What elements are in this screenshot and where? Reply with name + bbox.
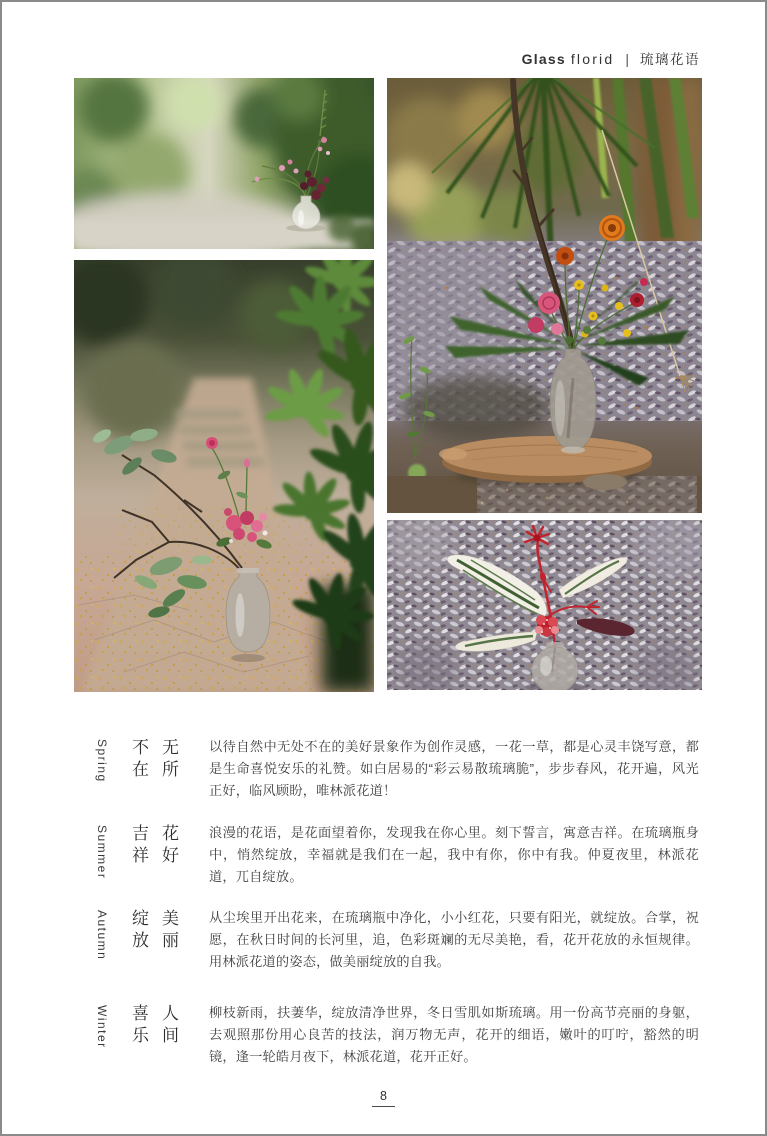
season-cn-title-autumn: [132, 907, 182, 952]
season-cn-title-summer: [132, 822, 182, 867]
photo-stone-path-rose-vase-illustration: [74, 260, 374, 692]
season-label-winter: Winter: [95, 1005, 109, 1049]
season-cn-col: 花好: [162, 824, 179, 865]
photo-stone-path-rose-vase: [74, 260, 374, 692]
season-paragraph-summer: 浪漫的花语，是花面望着你，发现我在你心里。刻下誓言，寓意吉祥。在琉璃瓶身中，悄然绽放，幸福就是我们在一起，我中有你，你中有我。仲夏夜里，林派花道，兀自绽放。: [209, 825, 699, 884]
season-section-summer: [95, 822, 699, 888]
page-header: [522, 48, 700, 68]
season-cn-col: 无所: [162, 738, 179, 779]
season-label-autumn: Autumn: [95, 910, 109, 961]
header-separator: |: [625, 51, 629, 67]
season-cn-col: 喜乐: [132, 1004, 149, 1045]
season-cn-col: 美丽: [162, 909, 179, 950]
photo-garden-path-small-vase-illustration: [74, 78, 374, 249]
season-cn-col: 绽放: [132, 909, 149, 950]
season-section-spring: [95, 736, 699, 802]
season-cn-col: 人间: [162, 1004, 179, 1045]
page-number: 8: [2, 1087, 765, 1107]
season-cn-col: 吉祥: [132, 824, 149, 865]
photo-red-bloom-round-vase-illustration: [387, 520, 702, 690]
red-pompon-flower: [535, 615, 559, 637]
photo-wood-slab-bouquet-illustration: [387, 78, 702, 513]
photo-wood-slab-bouquet: [387, 78, 702, 513]
brand-cn: 琉璃花语: [640, 52, 700, 67]
season-section-winter: [95, 1002, 699, 1068]
season-cn-col: 不在: [132, 738, 149, 779]
photo-garden-path-small-vase: [74, 78, 374, 249]
season-cn-title-spring: [132, 736, 182, 781]
season-paragraph-winter: 柳枝新雨，扶萋华，绽放清净世界，冬日雪肌如斯琉璃。用一份高节亮丽的身躯，去观照那份用心良苦的技法，润万物无声，花开的细语，嫩叶的叮咛，豁然的明镜，逢一轮皓月夜下，林派花道，花开正好。: [209, 1005, 699, 1064]
brand-en-light: florid: [570, 51, 615, 67]
season-label-summer: Summer: [95, 825, 109, 880]
season-paragraph-autumn: 从尘埃里开出花来，在琉璃瓶中净化，小小红花，只要有阳光，就绽放。合掌，祝愿，在秋日时间的长河里，追，色彩斑斓的无尽美艳，看，花开花放的永恒规律。用林派花道的姿态，做美丽绽放的自我。: [209, 910, 699, 969]
season-paragraph-spring: 以待自然中无处不在的美好景象作为创作灵感，一花一草，都是心灵丰饶写意，都是生命喜悦安乐的礼赞。如白居易的“彩云易散琉璃脆”，步步春风，花开遍，风光正好，临风顾盼，唯林派花道！: [209, 739, 699, 798]
photo-red-bloom-round-vase: [387, 520, 702, 690]
season-section-autumn: [95, 907, 699, 973]
season-cn-title-winter: [132, 1002, 182, 1047]
season-label-spring: Spring: [95, 739, 109, 783]
brand-en-bold: Glass: [521, 51, 566, 67]
